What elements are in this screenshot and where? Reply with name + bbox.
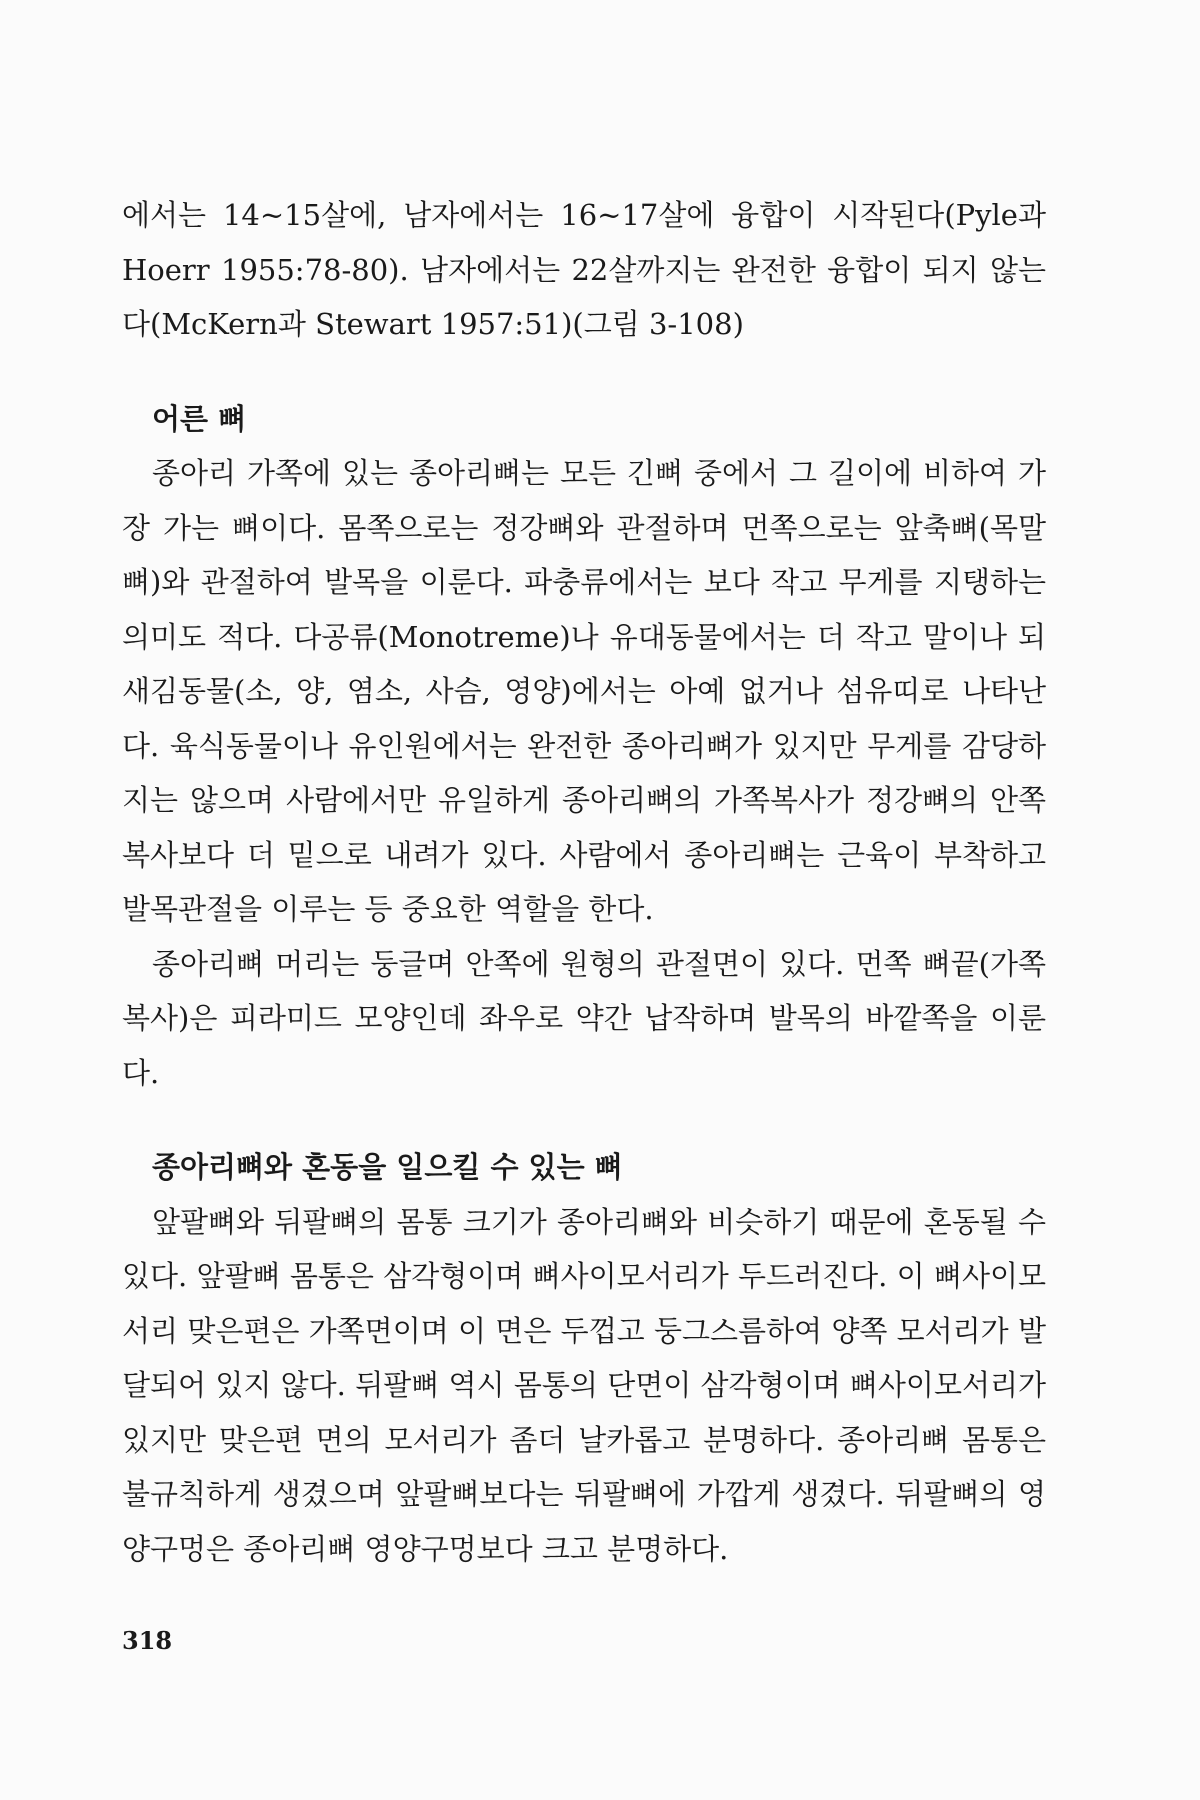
section-spacer (122, 1100, 1046, 1140)
section-heading-confusable-bones: 종아리뼈와 혼동을 일으킬 수 있는 뼈 (152, 1150, 623, 1184)
section-heading-adult-bone: 어른 뼈 (152, 401, 247, 436)
intro-paragraph: 에서는 14~15살에, 남자에서는 16~17살에 융합이 시작된다(Pyle과 Hoerr 1955:78-80). 남자에서는 22살까지는 완전한 융합이 되지 않는다(McKern과 Stewart 1957:51)(그림 3-108) (122, 198, 1046, 341)
confusable-bones-paragraph: 앞팔뼈와 뒤팔뼈의 몸통 크기가 종아리뼈와 비슷하기 때문에 혼동될 수 있다. 앞팔뼈 몸통은 삼각형이며 뼈사이모서리가 두드러진다. 이 뼈사이모서리 맞은편은 가쪽면이며 이 면은 두껍고 둥그스름하여 양쪽 모서리가 발달되어 있지 않다. 뒤팔뼈 역시 몸통의 단면이 삼각형이며 뼈사이모서리가 있지만 맞은편 면의 모서리가 좀더 날카롭고 분명하다. 종아리뼈 몸통은 불규칙하게 생겼으며 앞팔뼈보다는 뒤팔뼈에 가깝게 생겼다. 뒤팔뼈의 영양구멍은 종아리뼈 영양구멍보다 크고 분명하다. (122, 1204, 1046, 1566)
page-content (122, 188, 1046, 1576)
adult-bone-paragraph-2: 종아리뼈 머리는 둥글며 안쪽에 원형의 관절면이 있다. 먼쪽 뼈끝(가쪽복사)은 피라미드 모양인데 좌우로 약간 납작하며 발목의 바깥쪽을 이룬다. (122, 946, 1046, 1090)
adult-bone-paragraph-1: 종아리 가쪽에 있는 종아리뼈는 모든 긴뼈 중에서 그 길이에 비하여 가장 가는 뼈이다. 몸쪽으로는 정강뼈와 관절하며 먼쪽으로는 앞축뼈(목말뼈)와 관절하여 발목을 이룬다. 파충류에서는 보다 작고 무게를 지탱하는 의미도 적다. 다공류(Monotreme)나 유대동물에서는 더 작고 말이나 되새김동물(소, 양, 염소, 사슴, 영양)에서는 아예 없거나 섬유띠로 나타난다. 육식동물이나 유인원에서는 완전한 종아리뼈가 있지만 무게를 감당하지는 않으며 사람에서만 유일하게 종아리뼈의 가쪽복사가 정강뼈의 안쪽복사보다 더 밑으로 내려가 있다. 사람에서 종아리뼈는 근육이 부착하고 발목관절을 이루는 등 중요한 역할을 한다. (122, 456, 1046, 926)
page-number: 318 (122, 1626, 173, 1655)
section-spacer (122, 352, 1046, 392)
